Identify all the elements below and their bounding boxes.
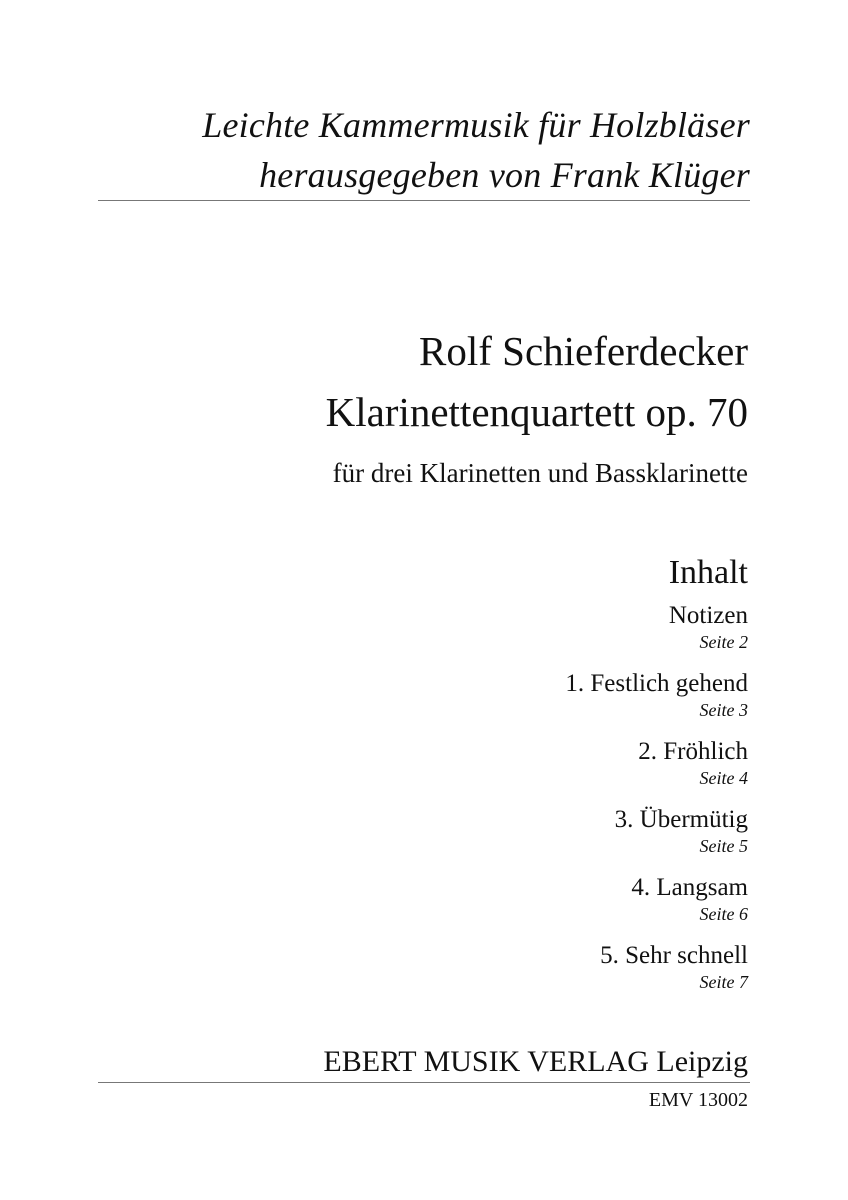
work-title: Klarinettenquartett op. 70 [325, 389, 748, 435]
series-editor: herausgegeben von Frank Klüger [259, 155, 750, 195]
toc-entry-page: Seite 2 [699, 632, 748, 652]
toc-entry-page: Seite 5 [699, 836, 748, 856]
toc-entry-title: Notizen [668, 602, 748, 629]
top-divider [98, 200, 750, 201]
toc-entry-movement-2 [248, 737, 748, 789]
publisher-name: EBERT MUSIK VERLAG Leipzig [323, 1045, 748, 1078]
instrumentation: für drei Klarinetten und Bassklarinette [332, 458, 748, 488]
toc-entry-movement-3 [248, 805, 748, 857]
composer-name: Rolf Schieferdecker [419, 328, 748, 374]
toc-entry-title: 2. Fröhlich [638, 738, 748, 765]
toc-entry-title: 3. Übermütig [614, 806, 748, 833]
contents-heading: Inhalt [668, 554, 748, 591]
toc-entry-page: Seite 7 [699, 972, 748, 992]
series-name: Leichte Kammermusik für Holzbläser [202, 105, 750, 145]
toc-entry-movement-4 [248, 873, 748, 925]
toc-entry-title: 4. Langsam [631, 874, 748, 901]
toc-entry-notizen [248, 601, 748, 653]
toc-entry-movement-1 [248, 669, 748, 721]
catalog-number: EMV 13002 [648, 1089, 748, 1111]
series-title [202, 100, 750, 200]
bottom-divider [98, 1082, 750, 1083]
toc-entry-page: Seite 3 [699, 700, 748, 720]
toc-entry-movement-5 [248, 941, 748, 993]
table-of-contents [248, 553, 748, 1009]
toc-entry-page: Seite 4 [699, 768, 748, 788]
toc-entry-title: 5. Sehr schnell [600, 942, 748, 969]
toc-entry-page: Seite 6 [699, 904, 748, 924]
toc-entry-title: 1. Festlich gehend [565, 670, 748, 697]
